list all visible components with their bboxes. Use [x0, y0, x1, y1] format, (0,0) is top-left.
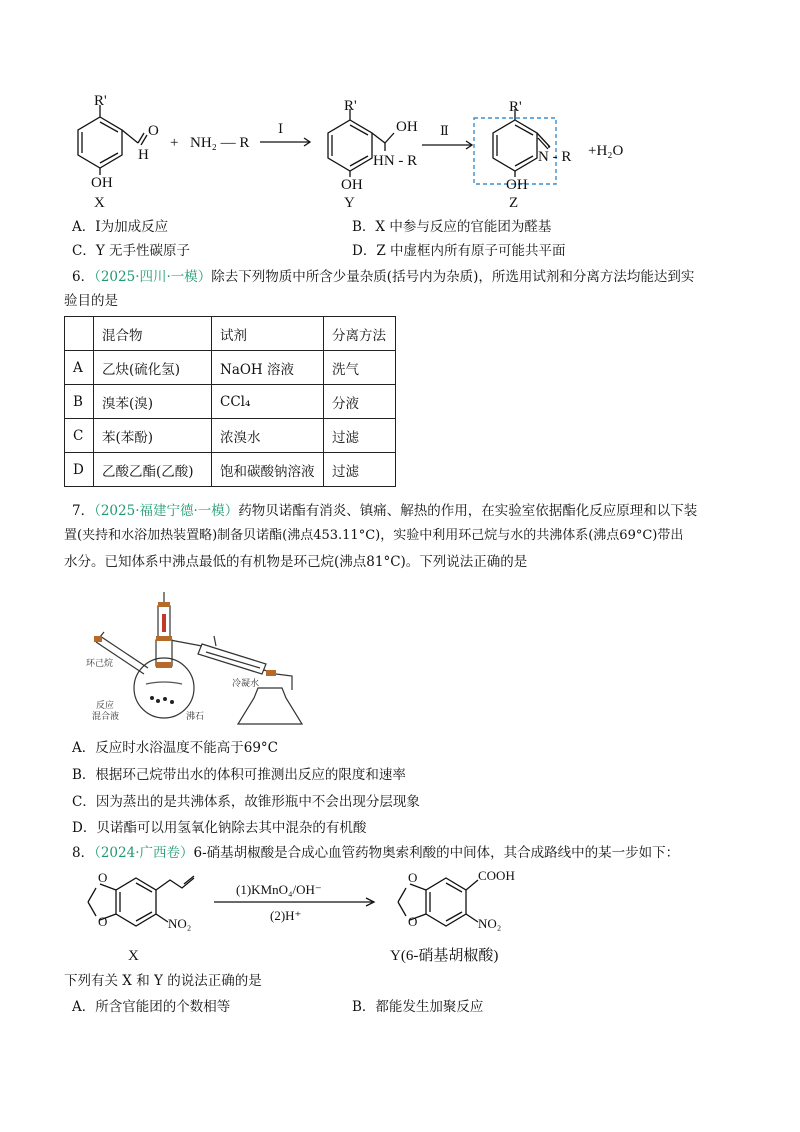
label-boiling-chip: 沸石: [186, 711, 205, 721]
z-r-prime: R': [509, 99, 522, 115]
table-header-cell: 混合物: [94, 317, 212, 351]
table-header-cell: 分离方法: [324, 317, 396, 351]
label-mixture-1: 反应: [96, 700, 115, 710]
x-hydrogen: H: [138, 147, 149, 163]
q8-option-b[interactable]: B．都能发生加聚反应: [352, 999, 484, 1015]
table-cell: B: [65, 385, 94, 419]
q6-stem-line-1: [72, 267, 694, 287]
q5-reaction-scheme: [60, 95, 760, 215]
q7-stem-line-1: [72, 501, 697, 521]
y-carboxyl: COOH: [478, 868, 515, 883]
y-r-prime: R': [344, 98, 357, 114]
table-cell: 过滤: [324, 453, 396, 487]
table-header-row: [65, 317, 396, 351]
table-cell: C: [65, 419, 94, 453]
table-row: [65, 385, 396, 419]
y-hydroxyl-top: OH: [396, 119, 418, 135]
q8-option-a[interactable]: A．所含官能团的个数相等: [72, 999, 231, 1015]
table-header-cell: 试剂: [212, 317, 324, 351]
water-product: +H₂O: [588, 143, 624, 159]
y-amino: HN - R: [373, 153, 418, 169]
table-cell: D: [65, 453, 94, 487]
q7-apparatus-diagram: [86, 588, 306, 730]
q5-option-b[interactable]: B．X 中参与反应的官能团为醛基: [352, 219, 552, 235]
x-ring-oxygen-1: O: [98, 870, 108, 885]
q8-label-x: X: [128, 948, 139, 964]
label-mixture-2: 混合液: [92, 711, 120, 721]
q7-stem-line-2: 置(夹持和水浴加热装置略)制备贝诺酯(沸点453.11°C)，实验中利用环己烷与水的共沸体系(沸点69°C)带出: [64, 528, 684, 543]
x-r-prime: R': [94, 95, 107, 109]
q8-label-y: Y(6-硝基胡椒酸): [390, 948, 499, 964]
label-y: Y: [344, 195, 355, 211]
x-nitro: NO₂: [168, 916, 192, 931]
q6-stem-text: 除去下列物质中所含少量杂质(括号内为杂质)，所选用试剂和分离方法均能达到实: [211, 269, 695, 285]
table-header-cell: [65, 317, 94, 351]
x-hydroxyl: OH: [91, 175, 113, 191]
table-cell: 洗气: [324, 351, 396, 385]
step-2-label: Ⅱ: [440, 123, 449, 138]
x-ring-oxygen-2: O: [98, 914, 108, 929]
q5-option-d[interactable]: D．Z 中虚框内所有原子可能共平面: [352, 243, 566, 259]
q6-table: [64, 316, 396, 487]
step-1-label: Ⅰ: [278, 121, 284, 136]
q6-stem-line-2: 验目的是: [64, 293, 118, 309]
q8-source: （2024·广西卷）: [94, 845, 194, 861]
label-cooling-water: 冷凝水: [232, 678, 260, 688]
table-cell: 分液: [324, 385, 396, 419]
table-cell: 苯(苯酚): [94, 419, 212, 453]
y-ring-oxygen-1: O: [408, 870, 418, 885]
q7-option-a[interactable]: A．反应时水浴温度不能高于69°C: [72, 740, 279, 756]
q8-number: 8．: [72, 845, 95, 861]
y-nitro: NO₂: [478, 916, 502, 931]
q8-stem: [72, 843, 679, 863]
label-x: X: [94, 195, 105, 211]
z-imine: N - R: [538, 149, 572, 165]
q7-stem-line-3: 水分。已知体系中沸点最低的有机物是环己烷(沸点81°C)。下列说法正确的是: [64, 554, 528, 570]
q5-option-c[interactable]: C．Y 无手性碳原子: [72, 243, 191, 259]
table-cell: CCl₄: [212, 385, 324, 419]
table-cell: A: [65, 351, 94, 385]
table-cell: 饱和碳酸钠溶液: [212, 453, 324, 487]
table-row: [65, 453, 396, 487]
q7-option-d[interactable]: D．贝诺酯可以用氢氧化钠除去其中混杂的有机酸: [72, 820, 367, 836]
table-cell: 浓溴水: [212, 419, 324, 453]
table-row: [65, 419, 396, 453]
q7-number: 7．: [72, 503, 95, 519]
q6-source: （2025·四川·一模）: [94, 269, 212, 285]
q7-source: （2025·福建宁德·一模）: [94, 503, 239, 519]
table-cell: 乙炔(硫化氢): [94, 351, 212, 385]
q8-stem-text: 6-硝基胡椒酸是合成心血管药物奥索利酸的中间体，其合成路线中的某一步如下：: [193, 845, 680, 861]
table-cell: 过滤: [324, 419, 396, 453]
reagent-1: (1)KMnO₄/OH⁻: [236, 882, 322, 897]
table-cell: 溴苯(溴): [94, 385, 212, 419]
table-cell: 乙酸乙酯(乙酸): [94, 453, 212, 487]
table-cell: NaOH 溶液: [212, 351, 324, 385]
q7-option-b[interactable]: B．根据环己烷带出水的体积可推测出反应的限度和速率: [72, 767, 406, 783]
plus-sign: +: [170, 135, 179, 151]
q8-question: 下列有关 X 和 Y 的说法正确的是: [64, 973, 262, 989]
reagent-2: (2)H⁺: [270, 908, 302, 923]
y-hydroxyl: OH: [341, 177, 363, 193]
q7-option-c[interactable]: C．因为蒸出的是共沸体系，故锥形瓶中不会出现分层现象: [72, 794, 420, 810]
z-hydroxyl: OH: [506, 177, 528, 193]
y-ring-oxygen-2: O: [408, 914, 418, 929]
q8-reaction-scheme: [64, 866, 564, 966]
amine-reagent: NH₂ — R: [190, 135, 250, 151]
label-cyclohexane: 环己烷: [86, 658, 114, 668]
table-row: [65, 351, 396, 385]
label-z: Z: [509, 195, 519, 211]
q5-option-a[interactable]: A．Ⅰ为加成反应: [72, 219, 169, 235]
q6-number: 6．: [72, 269, 95, 285]
q7-stem-text: 药物贝诺酯有消炎、镇痛、解热的作用，在实验室依据酯化反应原理和以下装: [238, 503, 698, 519]
x-oxygen: O: [148, 123, 159, 139]
